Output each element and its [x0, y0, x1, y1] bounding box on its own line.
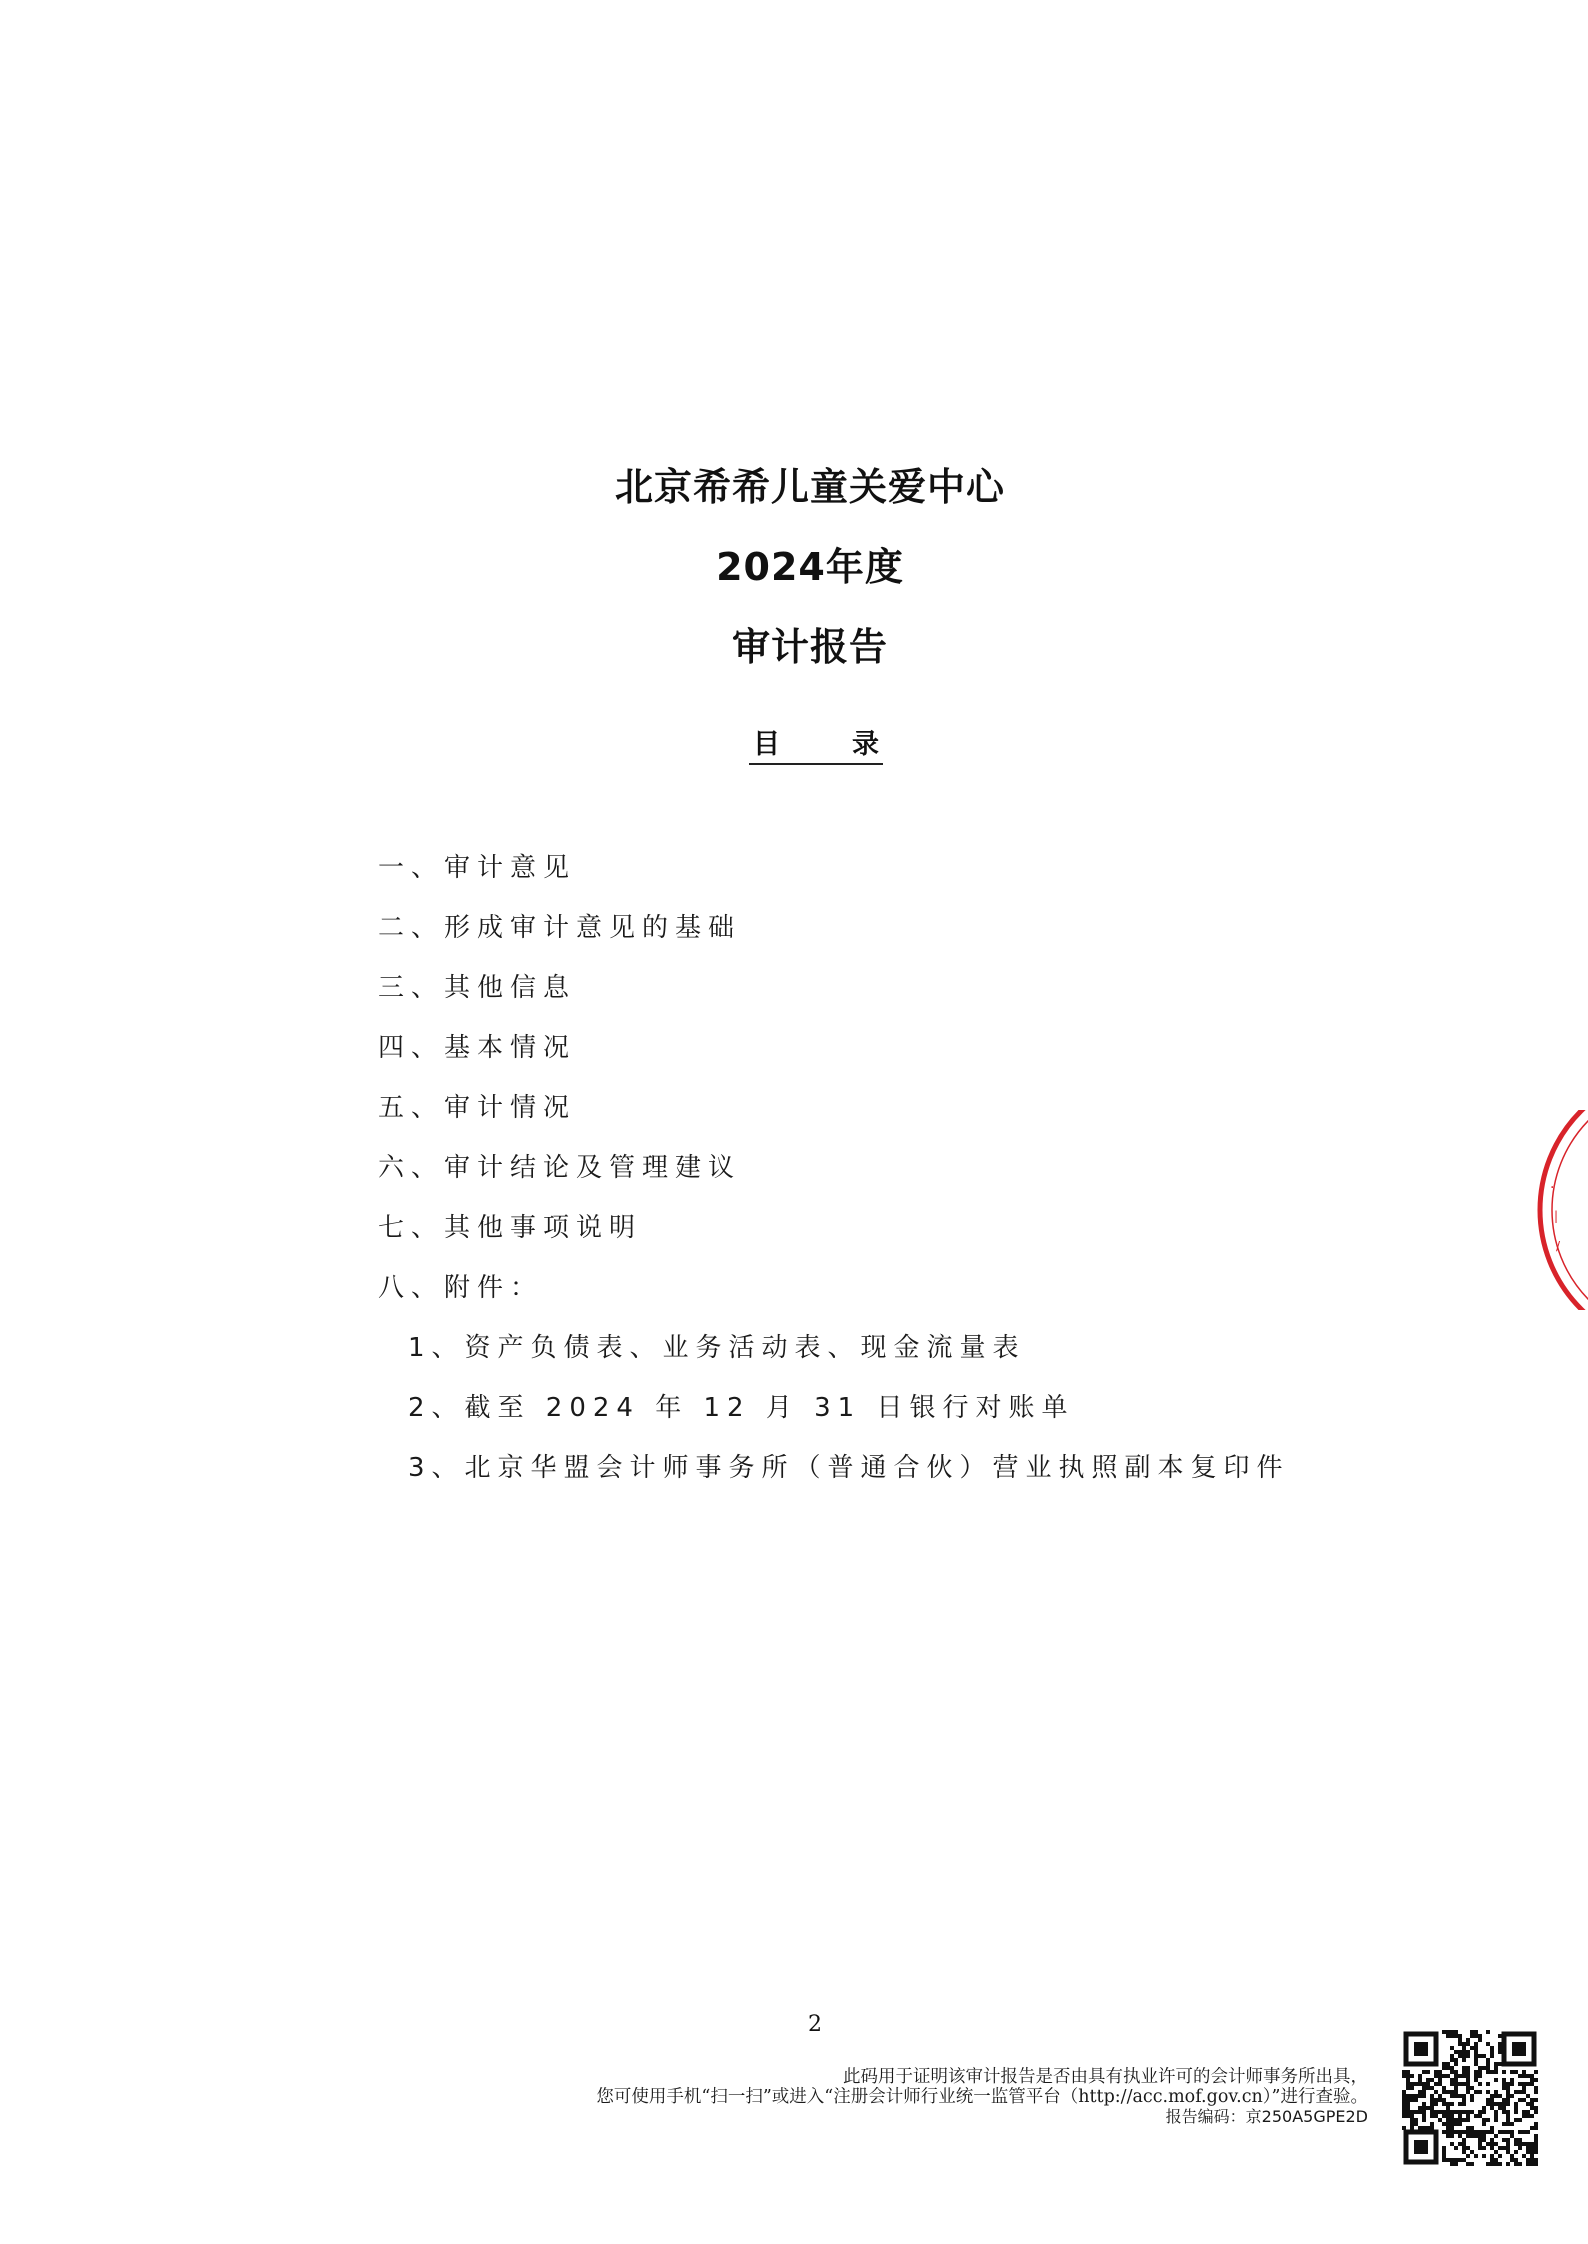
- svg-text:|: |: [1554, 1209, 1559, 1223]
- verify-line-2: 您可使用手机“扫一扫”或进入“注册会计师行业统一监管平台（http://acc.mof.gov.cn）”进行查验。: [596, 2087, 1368, 2107]
- qr-code-icon: [1402, 2030, 1538, 2166]
- svg-text:/: /: [1556, 1239, 1561, 1253]
- toc-heading-left: 目: [753, 729, 780, 760]
- toc-item: 八、附件：: [378, 1273, 544, 1303]
- toc-item: 三、其他信息: [378, 973, 577, 1003]
- toc-sub-item: 2、截至 2024 年 12 月 31 日银行对账单: [408, 1393, 1075, 1423]
- toc-item: 一、审计意见: [378, 853, 577, 883]
- report-type-title: 审计报告: [731, 625, 888, 669]
- toc-list: [378, 850, 1290, 1510]
- report-code: 报告编码：京250A5GPE2D: [1165, 2107, 1368, 2126]
- toc-item: 六、审计结论及管理建议: [378, 1153, 742, 1183]
- toc-sub-item: 1、资产负债表、业务活动表、现金流量表: [408, 1333, 1026, 1363]
- toc-item: 五、审计情况: [378, 1093, 577, 1123]
- verification-note: [596, 2067, 1368, 2127]
- seal-stamp-icon: [1530, 1110, 1588, 1310]
- verify-line-1: 此码用于证明该审计报告是否由具有执业许可的会计师事务所出具，: [843, 2067, 1368, 2087]
- report-year-title: 2024年度: [716, 545, 904, 589]
- svg-text:.: .: [1550, 1176, 1555, 1192]
- page-number: 2: [808, 2012, 822, 2037]
- toc-item: 四、基本情况: [378, 1033, 577, 1063]
- toc-heading-right: 录: [852, 729, 879, 760]
- org-name-title: 北京希希儿童关爱中心: [614, 465, 1005, 509]
- toc-sub-item: 3、北京华盟会计师事务所（普通合伙）营业执照副本复印件: [408, 1453, 1290, 1483]
- toc-item: 二、形成审计意见的基础: [378, 913, 742, 943]
- toc-item: 七、其他事项说明: [378, 1213, 643, 1243]
- toc-heading: [749, 722, 883, 765]
